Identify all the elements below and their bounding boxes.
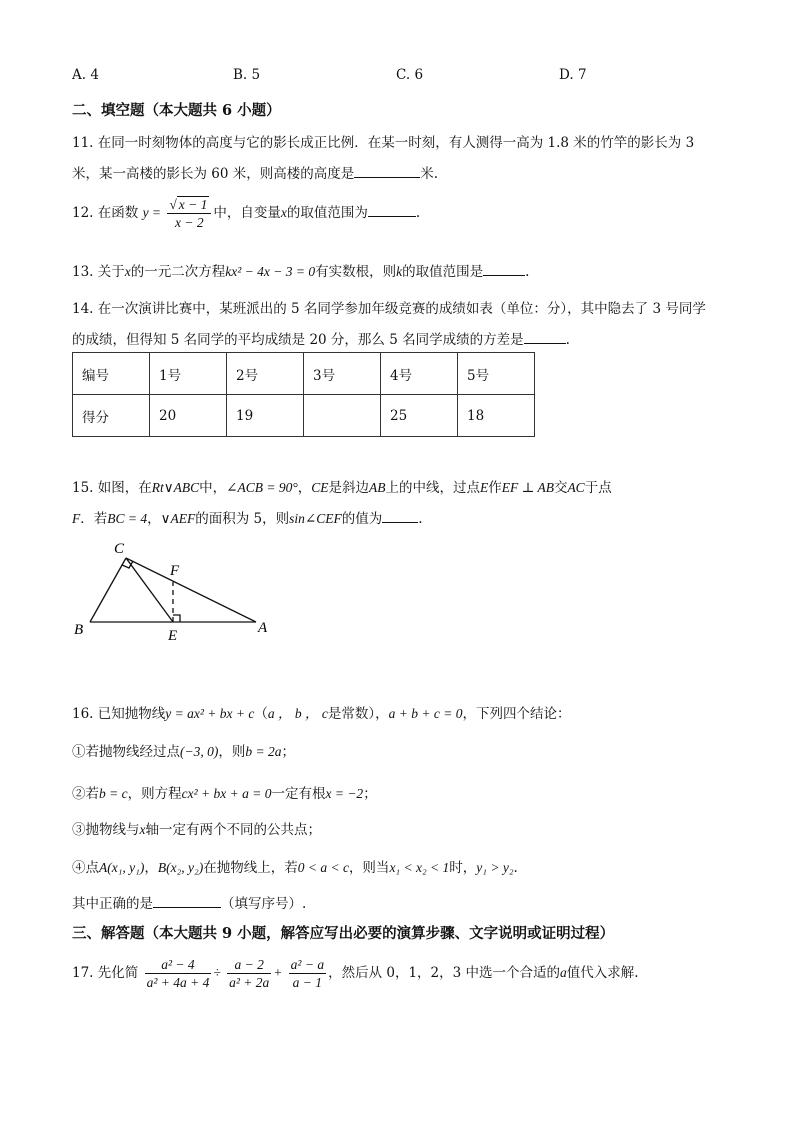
q15-point-f: F [72,511,81,526]
q15-text: ， [147,511,161,527]
conclusion-text: 一定有根 [271,786,326,802]
option-value: 4 [90,67,99,83]
q16-text: 是常数）， [327,706,389,722]
q17 [72,956,639,991]
conclusion-text: 时， [449,860,477,876]
q16-text: 16. 已知抛物线 [72,706,166,722]
fraction-denominator: a² + 4a + 4 [146,975,210,990]
q15-perpendicular: EF ⊥ AB [501,480,554,495]
conclusion-text: 在抛物线上，若 [203,860,298,876]
table-row [73,353,535,395]
option-d [559,67,587,83]
q16-text: （ [254,706,268,722]
conclusion-text: ，则方程 [127,786,182,802]
fraction-denominator: x − 2 [175,215,204,230]
right-angle-mark-e [173,615,180,622]
conclusion-3 [72,818,321,838]
table-cell: 25 [381,395,458,437]
segment-bc [90,558,126,622]
q17-fraction-1 [145,956,212,991]
q15-text: 中， [199,480,227,496]
conclusion-text: ； [363,786,377,802]
segment-ca [126,558,256,622]
section-title-solve: 三、解答题（本大题共 9 小题，解答应写出必要的演算步骤、文字说明或证明过程） [72,925,615,942]
conclusion-text: ，则当 [348,860,390,876]
q13-text: 有实数根，则 [315,264,397,280]
q15-angle: ∠ACB = 90° [226,480,298,495]
q11-text-end: 米. [420,166,439,182]
q11-line1: 11. 在同一时刻物体的高度与它的影长成正比例．在某一时刻，有人测得一高为 1.8 米的竹竿的影长为 3 [72,135,695,151]
q14-end: . [565,332,570,348]
conclusion-root: x = −2 [325,786,364,801]
option-b [233,67,260,83]
option-value: 6 [414,67,424,83]
conclusion-text: ③抛物线与 [72,822,140,838]
table-cell: 5号 [458,353,535,395]
conclusion-condition: b = c [99,786,128,801]
conclusion-equation: cx² + bx + a = 0 [181,786,272,801]
sqrt-radicand: x − 1 [178,197,208,212]
conclusion-text: ②若 [72,786,99,802]
conclusion-result: y₁ > y₂ [476,860,514,875]
q16-coefficients: a ， b ， c [267,706,328,721]
q15-bc: BC = 4 [107,511,148,526]
q17-operator: ÷ [213,965,221,980]
q13-end: . [525,264,530,280]
label-c: C [114,541,125,557]
q15-text: 作 [488,480,502,496]
answer-blank [483,263,525,276]
q13-equation: kx² − 4x − 3 = 0 [225,264,316,279]
q16-parabola: y = ax² + bx + c [165,706,255,721]
q15-text: 于点 [584,480,612,496]
q15-ac: AC [567,480,585,495]
q16 [72,702,570,722]
fraction-numerator: a − 2 [227,956,271,974]
table-cell: 3号 [304,353,381,395]
conclusion-var: x [139,822,146,837]
table-row [73,395,535,437]
q12-function: y = [142,205,162,220]
conclusion-condition: x₁ < x₂ < 1 [389,860,450,875]
answer-blank [382,510,418,523]
q15-ce: CE [311,480,329,495]
conclusion-point: (−3, 0) [180,744,219,759]
table-cell: 19 [227,395,304,437]
score-table [72,352,535,437]
q15-text: 交 [553,480,568,496]
q15-text: 的值为 [341,511,383,527]
conclusion-1 [72,740,295,760]
fraction-denominator: a² + 2a [229,975,270,990]
q17-text: 17. 先化简 [72,965,139,981]
segment-ce [126,558,173,622]
q12-var: x [280,205,287,220]
q15-text: 15. 如图，在 [72,480,152,496]
q16-text: ，下列四个结论： [462,706,571,722]
q17-text: ，然后从 0，1，2，3 中选一个合适的 [328,965,561,981]
conclusion-text: ④点 [72,860,99,876]
q14-text: 的成绩，但得知 5 名同学的平均成绩是 20 分，那么 5 名同学成绩的方差是 [72,332,524,348]
conclusion-text: ①若抛物线经过点 [72,744,180,760]
q15-text: 上的中线，过点 [385,480,480,496]
q12-text: 12. 在函数 [72,205,139,221]
q17-fraction-3 [289,956,326,991]
q14-line1: 14. 在一次演讲比赛中，某班派出的 5 名同学参加年级竞赛的成绩如表（单位：分），其中隐去了 3 号同学 [72,301,706,317]
option-letter: A. [72,67,87,83]
q12-text: 中，自变量 [213,205,281,221]
label-b: B [74,622,84,638]
q17-fraction-2 [227,956,271,991]
table-cell: 1号 [150,353,227,395]
option-a [72,67,99,83]
q15-text: ．若 [80,511,108,527]
option-value: 7 [577,67,587,83]
q13-var: x [124,264,131,279]
q13-text: 的一元二次方程 [130,264,226,280]
q15-line1 [72,476,612,496]
q13-text: 13. 关于 [72,264,125,280]
option-c [396,67,423,83]
q15-text: 是斜边 [328,480,369,496]
q17-text: 值代入求解. [566,965,639,981]
answer-blank [354,165,420,178]
answer-blank [524,331,566,344]
conclusion-condition: 0 < a < c [297,860,349,875]
q15-ab: AB [369,480,386,495]
conclusion-text: ， [144,860,158,876]
q15-point-e: E [480,480,489,495]
table-cell: 4号 [381,353,458,395]
q15-line2 [72,507,423,527]
q12-end: . [415,205,421,221]
answer-line [72,892,306,912]
q12-fraction [167,196,211,231]
q15-end: . [418,511,423,527]
conclusion-text: 轴一定有两个不同的公共点； [145,822,321,838]
answer-text: （填写序号）. [221,896,307,912]
conclusion-point-a: A(x₁, y₁) [99,860,145,875]
q13-k: k [396,264,403,279]
conclusion-text: ； [281,744,295,760]
table-cell: 编号 [73,353,150,395]
label-e: E [168,628,178,644]
table-cell: 得分 [73,395,150,437]
q15-triangle: Rt∨ABC [151,480,200,495]
answer-blank [153,895,221,908]
table-cell: 20 [150,395,227,437]
q16-condition: a + b + c = 0 [388,706,463,721]
q13 [72,260,529,280]
q17-operator: + [273,965,283,980]
option-letter: B. [233,67,248,83]
q14-line2 [72,328,570,348]
answer-text: 其中正确的是 [72,896,153,912]
table-cell [304,395,381,437]
answer-blank [368,204,416,217]
q12-text: 的取值范围为 [286,205,368,221]
label-a: A [258,620,268,636]
option-letter: C. [396,67,411,83]
table-cell: 18 [458,395,535,437]
fraction-numerator: √ x − 1 [167,196,211,214]
table-cell: 2号 [227,353,304,395]
q15-text: 的面积为 5，则 [195,511,290,527]
conclusion-4 [72,856,518,876]
q11-text: 米，某一高楼的影长为 60 米，则高楼的高度是 [72,166,355,182]
section-title-fill-in: 二、填空题（本大题共 6 小题） [72,102,281,119]
q15-sin: sin∠CEF [289,511,342,526]
q15-triangle-aef: ∨AEF [160,511,196,526]
label-f: F [170,563,180,579]
option-value: 5 [251,67,261,83]
q17-var: a [560,965,567,980]
q13-text: 的取值范围是 [402,264,484,280]
conclusion-2 [72,782,377,802]
q12 [72,196,420,231]
q11-line2 [72,162,438,182]
conclusion-text: . [513,860,518,876]
fraction-numerator: a² − 4 [145,956,212,974]
conclusion-text: ，则 [218,744,246,760]
conclusion-equation: b = 2a [245,744,282,759]
fraction-denominator: a − 1 [292,975,323,990]
fraction-numerator: a² − a [290,957,325,972]
option-letter: D. [559,67,574,83]
q15-text: ， [297,480,312,496]
triangle-figure [70,538,280,648]
conclusion-point-b: B(x₂, y₂) [157,860,204,875]
